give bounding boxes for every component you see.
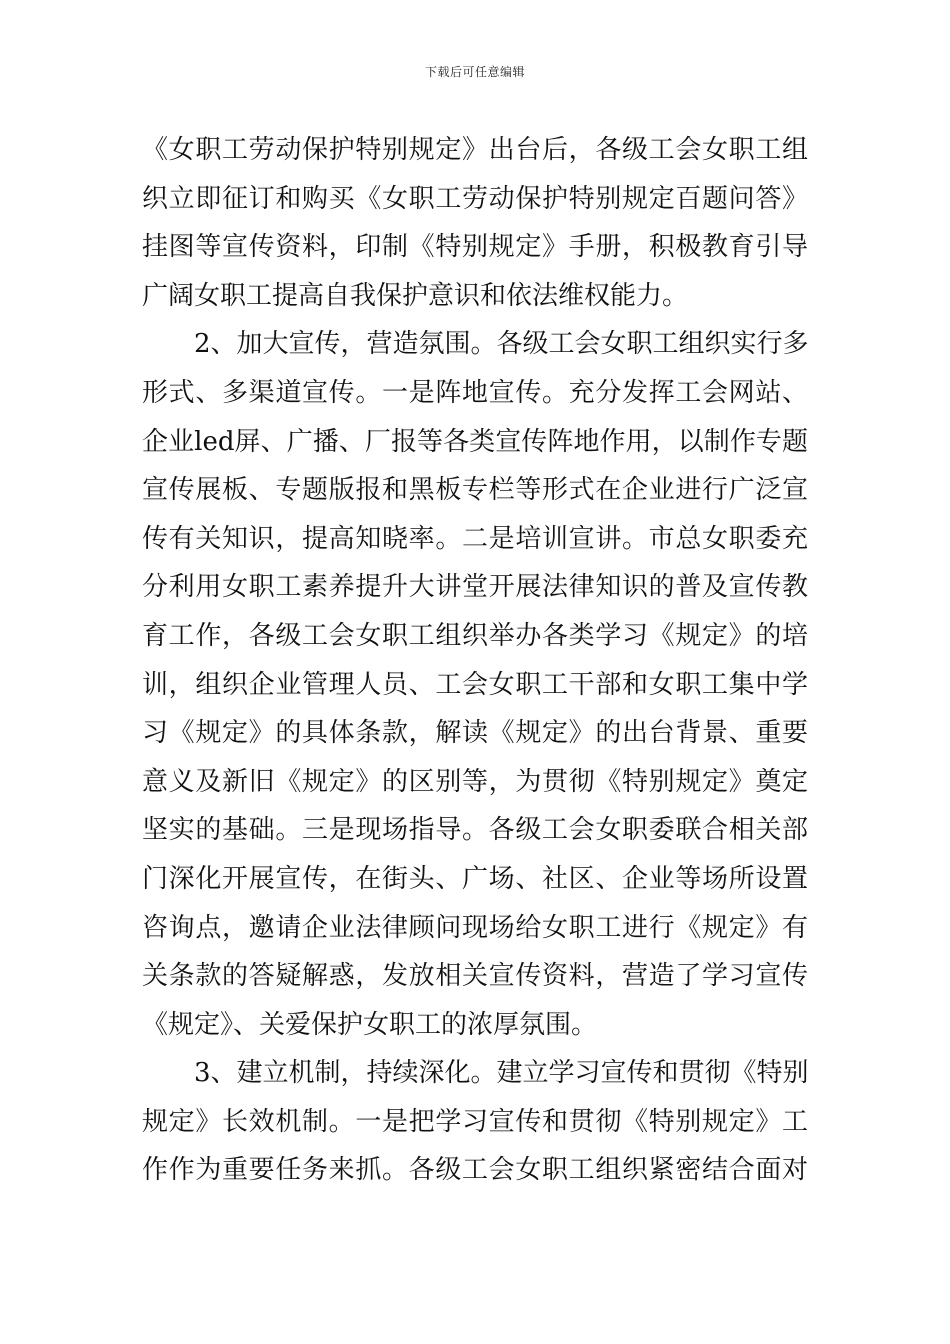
text-line: 织立即征订和购买《女职工劳动保护特别规定百题问答》 [142,183,808,214]
text-line: 分利用女职工素养提升大讲堂开展法律知识的普及宣传教 [142,572,808,603]
text-line: 形式、多渠道宣传。一是阵地宣传。充分发挥工会网站、 [142,377,808,408]
text-line: 2、加大宣传，营造氛围。各级工会女职工组织实行多 [194,329,809,360]
text-line: 习《规定》的具体条款，解读《规定》的出台背景、重要 [142,718,808,749]
text-line: 宣传展板、专题版报和黑板专栏等形式在企业进行广泛宣 [142,475,808,506]
text-line: 坚实的基础。三是现场指导。各级工会女职委联合相关部 [142,815,808,846]
text-line: 传有关知识，提高知晓率。二是培训宣讲。市总女职委充 [142,523,808,554]
text-line: 作作为重要任务来抓。各级工会女职工组织紧密结合面对 [142,1155,808,1186]
text-line: 企业led屏、广播、厂报等各类宣传阵地作用，以制作专题 [142,426,808,457]
text-line: 《女职工劳动保护特别规定》出台后，各级工会女职工组 [142,135,808,165]
text-line: 育工作，各级工会女职工组织举办各类学习《规定》的培 [142,620,808,651]
text-line: 意义及新旧《规定》的区别等，为贯彻《特别规定》奠定 [142,766,808,797]
text-line: 广阔女职工提高自我保护意识和依法维权能力。 [142,280,689,311]
text-line: 咨询点，邀请企业法律顾问现场给女职工进行《规定》有 [142,912,808,943]
text-line: 训，组织企业管理人员、工会女职工干部和女职工集中学 [142,669,808,700]
text-line: 关条款的答疑解惑，发放相关宣传资料，营造了学习宣传 [142,961,808,992]
text-line: 《规定》、关爱保护女职工的浓厚氛围。 [142,1009,598,1040]
text-line: 门深化开展宣传，在街头、广场、社区、企业等场所设置 [142,863,808,894]
document-body [142,126,808,1195]
page-header: 下载后可任意编辑 [424,65,525,79]
text-line: 3、建立机制，持续深化。建立学习宣传和贯彻《特别 [194,1058,809,1089]
text-line: 挂图等宣传资料，印制《特别规定》手册，积极教育引导 [142,232,808,263]
text-line: 规定》长效机制。一是把学习宣传和贯彻《特别规定》工 [142,1106,808,1137]
